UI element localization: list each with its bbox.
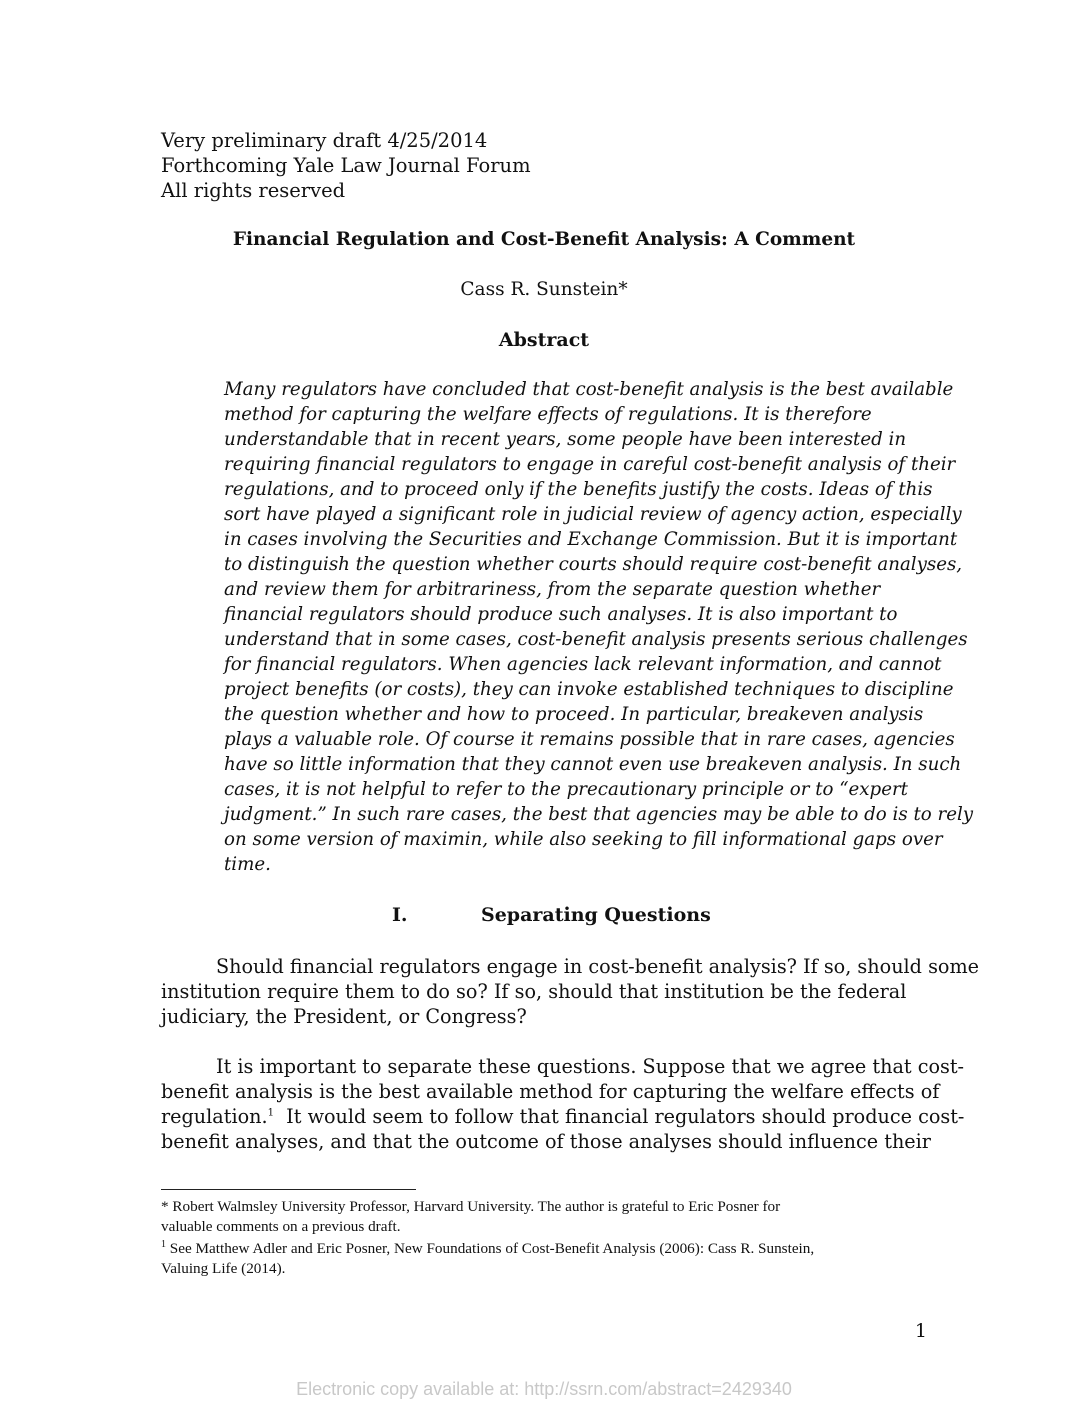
rights-line: All rights reserved	[161, 179, 346, 202]
paragraph-2-line: benefit analyses, and that the outcome of those analyses should influence their	[161, 1130, 931, 1153]
paper-title: Financial Regulation and Cost-Benefit Analysis: A Comment	[232, 229, 856, 250]
author-name: Cass R. Sunstein*	[460, 279, 628, 300]
abstract-line: in cases involving the Securities and Exchange Commission. But it is important	[224, 529, 958, 550]
abstract-line: regulations, and to proceed only if the benefits justify the costs. Ideas of this	[224, 479, 933, 500]
forthcoming-line: Forthcoming Yale Law Journal Forum	[161, 154, 531, 177]
footnote-1-text: See Matthew Adler and Eric Posner, New Foundations of Cost-Benefit Analysis (2006): Cass R. Sunstein,	[166, 1240, 815, 1257]
section-number: I.	[392, 904, 408, 926]
ssrn-watermark[interactable]: Electronic copy available at: http://ssrn.com/abstract=2429340	[296, 1379, 792, 1399]
paragraph-2-line	[161, 1105, 964, 1128]
abstract-line: have so little information that they cannot even use breakeven analysis. In such	[224, 754, 962, 775]
paragraph-1-line: Should financial regulators engage in cost-benefit analysis? If so, should some	[216, 955, 980, 978]
paragraph-2-text: regulation.	[161, 1105, 268, 1128]
footnote-1-line	[161, 1240, 814, 1258]
paragraph-2-line: It is important to separate these questions. Suppose that we agree that cost-	[216, 1055, 965, 1078]
abstract-line: financial regulators should produce such analyses. It is also important to	[224, 604, 898, 625]
abstract-line: time.	[224, 854, 271, 875]
footnote-1-line: Valuing Life (2014).	[161, 1260, 286, 1277]
abstract-line: on some version of maximin, while also seeking to fill informational gaps over	[224, 829, 943, 850]
abstract-line: understand that in some cases, cost-benefit analysis presents serious challenges	[224, 629, 968, 650]
footnote-divider	[161, 1189, 416, 1190]
footnote-star-line: * Robert Walmsley University Professor, Harvard University. The author is grateful to Eric Posner for	[161, 1198, 781, 1215]
abstract-line: sort have played a significant role in judicial review of agency action, especially	[224, 504, 962, 525]
paragraph-1-line: judiciary, the President, or Congress?	[161, 1005, 527, 1028]
abstract-line: plays a valuable role. Of course it remains possible that in rare cases, agencies	[224, 729, 955, 750]
abstract-heading: Abstract	[498, 329, 590, 351]
abstract-line: method for capturing the welfare effects of regulations. It is therefore	[224, 404, 872, 425]
abstract-line: the question whether and how to proceed. In particular, breakeven analysis	[224, 704, 924, 725]
abstract-line: cases, it is not helpful to refer to the precautionary principle or to “expert	[224, 779, 908, 800]
footnote-ref-1[interactable]: 1	[267, 1107, 274, 1119]
abstract-line: project benefits (or costs), they can invoke established techniques to discipline	[224, 679, 954, 700]
page-number: 1	[914, 1320, 927, 1342]
abstract-line: judgment.” In such rare cases, the best that agencies may be able to do is to rely	[224, 804, 974, 825]
abstract-line: to distinguish the question whether courts should require cost-benefit analyses,	[224, 554, 963, 575]
paragraph-2-text: It would seem to follow that financial regulators should produce cost-	[273, 1105, 965, 1128]
paragraph-2-line: benefit analysis is the best available method for capturing the welfare effects of	[161, 1080, 940, 1103]
abstract-line: Many regulators have concluded that cost-benefit analysis is the best available	[224, 379, 954, 400]
abstract-line: understandable that in recent years, some people have been interested in	[224, 429, 907, 450]
abstract-line: requiring financial regulators to engage in careful cost-benefit analysis of their	[224, 454, 956, 475]
section-title: Separating Questions	[481, 904, 711, 926]
draft-status-line: Very preliminary draft 4/25/2014	[161, 129, 488, 152]
paragraph-1-line: institution require them to do so? If so, should that institution be the federal	[161, 980, 907, 1003]
footnote-star-line: valuable comments on a previous draft.	[161, 1218, 401, 1235]
abstract-line: and review them for arbitrariness, from the separate question whether	[224, 579, 881, 600]
abstract-line: for financial regulators. When agencies lack relevant information, and cannot	[224, 654, 942, 675]
footnote-1-marker: 1	[161, 1238, 166, 1250]
